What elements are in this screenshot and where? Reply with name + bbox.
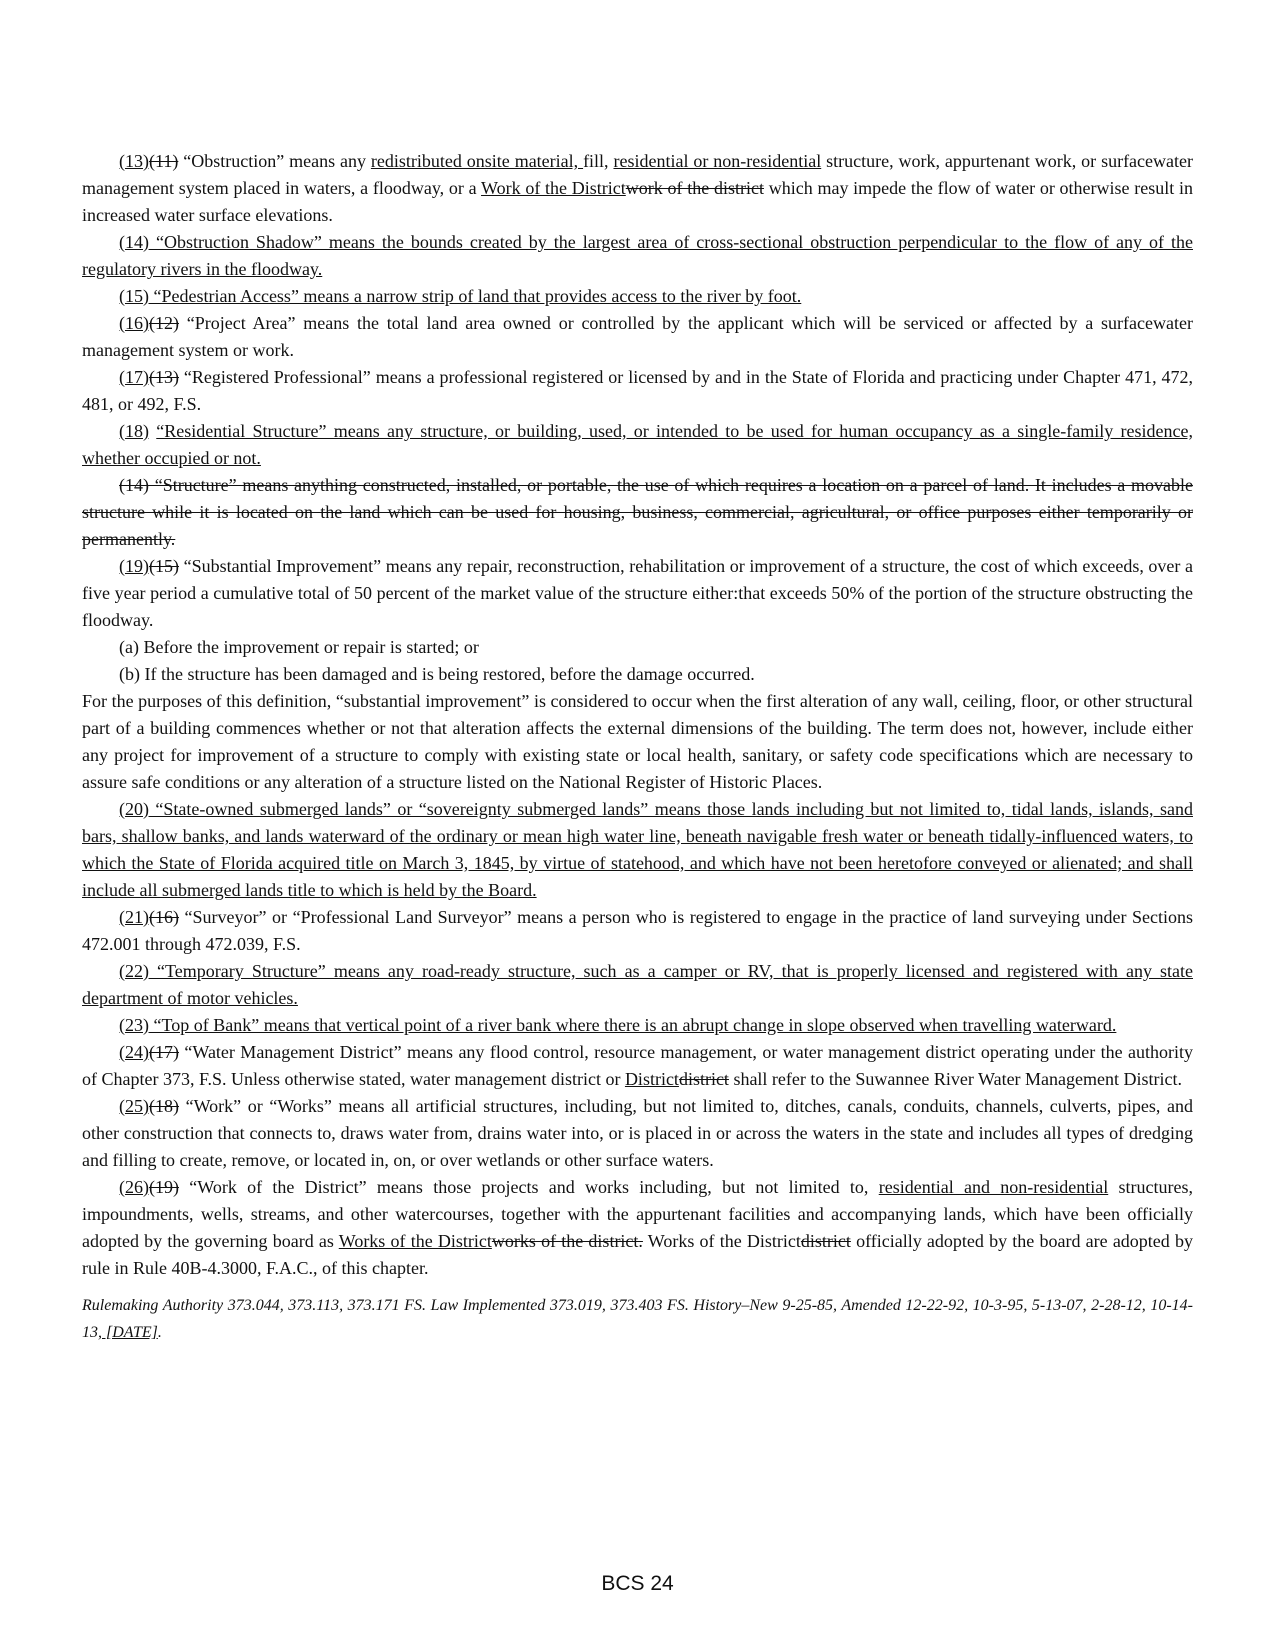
inserted-text: (22) “Temporary Structure” means any road-ready structure, such as a camper or RV, that is properly licensed and registered with any state department of motor vehicles. [82, 961, 1193, 1008]
deleted-text: (16) [149, 907, 179, 927]
text-run: officially adopted by the board are adopted by rule in Rule 40B-4.3000, F.A.C., of this chapter. [82, 1231, 1193, 1278]
inserted-text: redistributed onsite material, [370, 151, 584, 171]
definition-paragraph [82, 958, 1193, 1012]
document-body [82, 148, 1193, 1346]
inserted-text: “Residential Structure” means any structure, or building, used, or intended to be used for human occupancy as a single-family residence, whether occupied or not. [82, 421, 1193, 468]
text-run: structures, impoundments, wells, streams, and other watercourses, together with the appurtenant facilities and accompanying lands, which have been officially adopted by the governing board as [82, 1177, 1193, 1251]
deleted-text: (14) “Structure” means anything constructed, installed, or portable, the use of which requires a location on a parcel of land. It includes a movable structure while it is located on the land which can be used for housing, business, commercial, agricultural, or office purposes either temporarily or permanently. [82, 475, 1193, 549]
inserted-text: residential and non-residential [878, 1177, 1109, 1197]
definition-paragraph [82, 904, 1193, 958]
inserted-text: (16) [119, 313, 149, 333]
definition-paragraph [82, 688, 1193, 796]
inserted-text: Work of the District [481, 178, 626, 198]
definition-paragraph [82, 364, 1193, 418]
deleted-text: (12) [149, 313, 179, 333]
definition-paragraph [82, 1012, 1193, 1039]
definition-paragraph [82, 148, 1193, 229]
definition-paragraph [82, 1174, 1193, 1282]
text-run: “Project Area” means the total land area owned or controlled by the applicant which will be serviced or affected by a surfacewater management system or work. [82, 313, 1193, 360]
page-footer: BCS 24 [601, 1572, 674, 1595]
inserted-text: (26) [119, 1177, 149, 1197]
text-run: shall refer to the Suwannee River Water Management District. [728, 1069, 1183, 1089]
text-run: (b) If the structure has been damaged and is being restored, before the damage occurred. [119, 664, 755, 684]
inserted-text: residential or non-residential [613, 151, 822, 171]
deleted-text: district [800, 1231, 851, 1251]
text-run: . [157, 1324, 162, 1341]
deleted-text: (13) [149, 367, 179, 387]
deleted-text: district [678, 1069, 729, 1089]
text-run: “Registered Professional” means a professional registered or licensed by and in the State of Florida and practicing under Chapter 471, 472, 481, or 492, F.S. [82, 367, 1193, 414]
inserted-text: (23) “Top of Bank” means that vertical point of a river bank where there is an abrupt change in slope observed when travelling waterward. [119, 1015, 1117, 1035]
inserted-text: (17) [119, 367, 149, 387]
inserted-text: (18) [119, 421, 149, 441]
inserted-text: (15) “Pedestrian Access” means a narrow strip of land that provides access to the river by foot. [119, 286, 802, 306]
definition-paragraph [82, 553, 1193, 634]
text-run: which may impede the flow of water or otherwise result in increased water surface elevations. [82, 178, 1193, 225]
text-run: “Obstruction” means any [178, 151, 371, 171]
inserted-text: (20) “State-owned submerged lands” or “sovereignty submerged lands” means those lands including but not limited to, tidal lands, islands, sand bars, shallow banks, and lands waterward of the ordinary or mean high water line, beneath navigable fresh water or beneath tidally-influenced waters, to which the State of Florida acquired title on March 3, 1845, by virtue of statehood, and which have not been heretofore conveyed or alienated; and shall include all submerged lands title to which is held by the Board. [82, 799, 1193, 900]
inserted-text: District [624, 1069, 679, 1089]
text-run: “Substantial Improvement” means any repair, reconstruction, rehabilitation or improvement of a structure, the cost of which exceeds, over a five year period a cumulative total of 50 percent of the market value of the structure either:that exceeds 50% of the portion of the structure obstructing the floodway. [82, 556, 1193, 630]
inserted-text: (13) [119, 151, 149, 171]
text-run: fill, [583, 151, 614, 171]
deleted-text: (18) [149, 1096, 179, 1116]
inserted-text: (25) [119, 1096, 149, 1116]
deleted-text: (15) [149, 556, 179, 576]
definition-paragraph [82, 229, 1193, 283]
definition-paragraph [82, 418, 1193, 472]
definition-paragraph [82, 796, 1193, 904]
deleted-text: (17) [149, 1042, 179, 1062]
text-run: (a) Before the improvement or repair is started; or [119, 637, 479, 657]
inserted-text: Works of the District [338, 1231, 492, 1251]
definition-paragraph [82, 661, 1193, 688]
text-run: “Work” or “Works” means all artificial structures, including, but not limited to, ditches, canals, conduits, channels, culverts, pipes, and other construction that connects to, draws water from, drains water into, or is placed in or across the waters in the state and includes all types of dredging and filling to create, remove, or located in, on, or over wetlands or other surface waters. [82, 1096, 1193, 1170]
rulemaking-note [82, 1292, 1193, 1346]
definition-paragraph [82, 283, 1193, 310]
text-run: “Work of the District” means those projects and works including, but not limited to, [179, 1177, 879, 1197]
text-run: Works of the District [642, 1231, 801, 1251]
inserted-text: (19) [119, 556, 149, 576]
deleted-text: works of the district. [491, 1231, 643, 1251]
text-run: For the purposes of this definition, “substantial improvement” is considered to occur when the first alteration of any wall, ceiling, floor, or other structural part of a building commences whether or not that alteration affects the external dimensions of the building. The term does not, however, include either any project for improvement of a structure to comply with existing state or local health, sanitary, or safety code specifications which are necessary to assure safe conditions or any alteration of a structure listed on the National Register of Historic Places. [82, 691, 1193, 792]
inserted-text: (21) [119, 907, 149, 927]
text-run: “Surveyor” or “Professional Land Surveyor” means a person who is registered to engage in the practice of land surveying under Sections 472.001 through 472.039, F.S. [82, 907, 1193, 954]
text-run: Rulemaking Authority 373.044, 373.113, 373.171 FS. Law Implemented 373.019, 373.403 FS. History–New 9-25-85, Amended 12-22-92, 10-3-95, 5-13-07, 2-28-12, 10-14-13 [82, 1297, 1193, 1341]
deleted-text: (19) [149, 1177, 179, 1197]
text-run: structure, work, appurtenant work, or surfacewater management system placed in waters, a floodway, or a [82, 151, 1194, 198]
text-run: “Water Management District” means any flood control, resource management, or water management district operating under the authority of Chapter 373, F.S. Unless otherwise stated, water management district or [82, 1042, 1193, 1089]
inserted-text: (24) [119, 1042, 149, 1062]
definition-paragraph [82, 634, 1193, 661]
inserted-text: , [DATE] [98, 1324, 158, 1341]
deleted-text: (11) [149, 151, 179, 171]
deleted-text: work of the district [625, 178, 764, 198]
definition-paragraph [82, 472, 1193, 553]
inserted-text: (14) “Obstruction Shadow” means the bounds created by the largest area of cross-sectional obstruction perpendicular to the flow of any of the regulatory rivers in the floodway. [82, 232, 1193, 279]
definition-paragraph [82, 310, 1193, 364]
definition-paragraph [82, 1039, 1193, 1093]
definition-paragraph [82, 1093, 1193, 1174]
